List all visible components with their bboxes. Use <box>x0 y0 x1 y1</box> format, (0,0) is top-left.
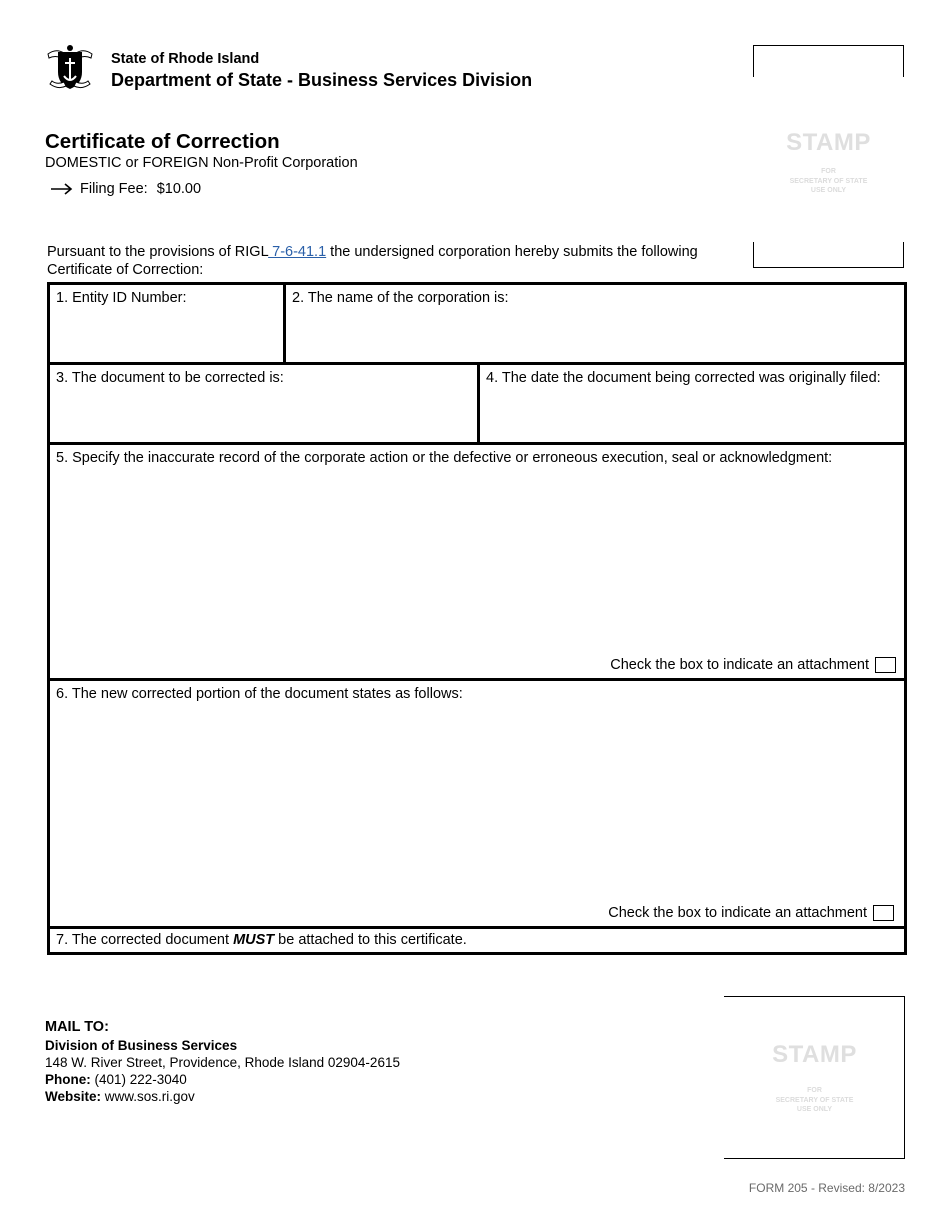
mail-to-heading: MAIL TO: <box>45 1019 109 1035</box>
stamp-box-bottom <box>724 996 905 1159</box>
correction-form-grid <box>47 282 907 955</box>
stamp-note: FOR SECRETARY OF STATE USE ONLY <box>789 168 868 194</box>
attachment-requirement: 7. The corrected document MUST be attached to this certificate. <box>56 932 467 948</box>
attachment-check-row-5 <box>610 656 896 674</box>
inaccurate-record-field[interactable] <box>50 445 904 678</box>
mail-address: 148 W. River Street, Providence, Rhode Island 02904-2615 <box>45 1055 400 1070</box>
original-filing-date-field[interactable] <box>480 365 904 442</box>
filing-fee <box>50 181 201 197</box>
mail-website: Website: www.sos.ri.gov <box>45 1089 195 1104</box>
must-emphasis: MUST <box>233 932 275 948</box>
attachment-label-5: Check the box to indicate an attachment <box>610 657 869 673</box>
attachment-checkbox-5[interactable] <box>875 657 896 673</box>
stamp-label: STAMP <box>786 129 871 156</box>
department-name: Department of State - Business Services Division <box>111 70 533 90</box>
document-corrected-label: 3. The document to be corrected is: <box>56 370 284 386</box>
mail-division: Division of Business Services <box>45 1038 238 1053</box>
ri-state-seal-icon <box>44 44 96 92</box>
entity-id-field[interactable] <box>50 285 283 362</box>
rigl-link[interactable]: 7-6-41.1 <box>268 244 327 260</box>
entity-id-label: 1. Entity ID Number: <box>56 290 187 306</box>
corporation-name-label: 2. The name of the corporation is: <box>292 290 509 306</box>
attachment-checkbox-6[interactable] <box>873 905 894 921</box>
inaccurate-record-label: 5. Specify the inaccurate record of the corporate action or the defective or erroneous execution, seal or acknowledgment: <box>56 450 833 466</box>
stamp-label-bottom: STAMP <box>772 1041 857 1068</box>
stamp-note-bottom: FOR SECRETARY OF STATE USE ONLY <box>775 1087 854 1113</box>
stamp-box-top <box>753 45 904 268</box>
state-name: State of Rhode Island <box>111 51 260 67</box>
pursuant-statement: Pursuant to the provisions of RIGL 7-6-41.1 the undersigned corporation hereby submits the following Certificate of Correction: <box>47 244 698 278</box>
attachment-label-6: Check the box to indicate an attachment <box>608 905 867 921</box>
filing-fee-amount: $10.00 <box>156 181 202 197</box>
document-corrected-field[interactable] <box>50 365 477 442</box>
original-filing-date-label: 4. The date the document being corrected was originally filed: <box>486 370 881 386</box>
form-title: Certificate of Correction <box>45 130 280 153</box>
corporation-name-field[interactable] <box>286 285 904 362</box>
filing-fee-label: Filing Fee: <box>80 181 148 197</box>
arrow-right-icon <box>50 182 74 196</box>
corrected-portion-label: 6. The new corrected portion of the document states as follows: <box>56 686 463 702</box>
corrected-portion-field[interactable] <box>50 681 904 926</box>
form-subtitle: DOMESTIC or FOREIGN Non-Profit Corporation <box>45 155 358 171</box>
form-revision: FORM 205 - Revised: 8/2023 <box>748 1181 905 1195</box>
attachment-check-row-6 <box>608 904 894 922</box>
mail-phone: Phone: (401) 222-3040 <box>45 1072 187 1087</box>
